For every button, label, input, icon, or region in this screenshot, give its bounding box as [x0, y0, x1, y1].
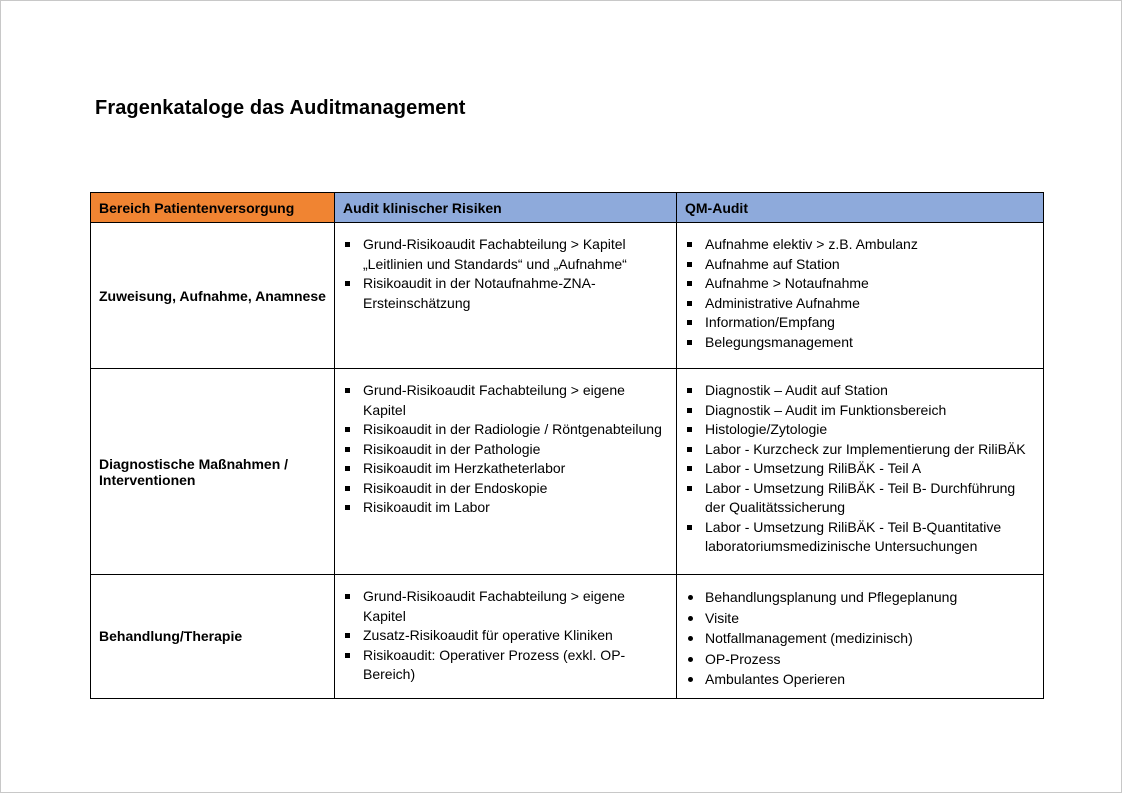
row-label: Behandlung/Therapie [91, 575, 335, 699]
list-item: Risikoaudit in der Pathologie [363, 440, 670, 460]
list-item: Notfallmanagement (medizinisch) [705, 628, 1037, 649]
risk-list [335, 223, 676, 321]
list-item: Risikoaudit im Herzkatheterlabor [363, 459, 670, 479]
list-item: Behandlungsplanung und Pflegeplanung [705, 587, 1037, 608]
qm-cell [677, 575, 1044, 699]
list-item: Labor - Umsetzung RiliBÄK - Teil B-Quantitative laboratoriumsmedizinische Untersuchungen [705, 518, 1037, 557]
list-item: Risikoaudit in der Endoskopie [363, 479, 670, 499]
qm-list [677, 575, 1043, 698]
list-item: Risikoaudit im Labor [363, 498, 670, 518]
list-item: Diagnostik – Audit im Funktionsbereich [705, 401, 1037, 421]
list-item: Information/Empfang [705, 313, 1037, 333]
audit-table [90, 192, 1044, 699]
risk-cell [335, 223, 677, 369]
list-item: Ambulantes Operieren [705, 669, 1037, 690]
list-item: Grund-Risikoaudit Fachabteilung > eigene Kapitel [363, 381, 670, 420]
list-item: Visite [705, 608, 1037, 629]
list-item: Risikoaudit in der Notaufnahme-ZNA-Ersteinschätzung [363, 274, 670, 313]
table-row [91, 575, 1044, 699]
risk-list [335, 575, 676, 693]
row-label: Diagnostische Maßnahmen / Interventionen [91, 369, 335, 575]
row-label: Zuweisung, Aufnahme, Anamnese [91, 223, 335, 369]
qm-cell [677, 369, 1044, 575]
list-item: Zusatz-Risikoaudit für operative Kliniken [363, 626, 670, 646]
risk-cell [335, 575, 677, 699]
list-item: Administrative Aufnahme [705, 294, 1037, 314]
list-item: Aufnahme elektiv > z.B. Ambulanz [705, 235, 1037, 255]
list-item: Labor - Umsetzung RiliBÄK - Teil A [705, 459, 1037, 479]
list-item: Histologie/Zytologie [705, 420, 1037, 440]
qm-list [677, 223, 1043, 360]
list-item: Grund-Risikoaudit Fachabteilung > eigene Kapitel [363, 587, 670, 626]
risk-cell [335, 369, 677, 575]
document-title: Fragenkataloge das Auditmanagement [95, 97, 466, 119]
list-item: OP-Prozess [705, 649, 1037, 670]
list-item: Risikoaudit in der Radiologie / Röntgenabteilung [363, 420, 670, 440]
table-row [91, 223, 1044, 369]
list-item: Belegungsmanagement [705, 333, 1037, 353]
table-header-row [91, 193, 1044, 223]
list-item: Labor - Umsetzung RiliBÄK - Teil B- Durchführung der Qualitätssicherung [705, 479, 1037, 518]
list-item: Aufnahme auf Station [705, 255, 1037, 275]
table-row [91, 369, 1044, 575]
list-item: Labor - Kurzcheck zur Implementierung der RiliBÄK [705, 440, 1037, 460]
list-item: Diagnostik – Audit auf Station [705, 381, 1037, 401]
list-item: Grund-Risikoaudit Fachabteilung > Kapitel „Leitlinien und Standards“ und „Aufnahme“ [363, 235, 670, 274]
list-item: Risikoaudit: Operativer Prozess (exkl. OP-Bereich) [363, 646, 670, 685]
risk-list [335, 369, 676, 526]
list-item: Aufnahme > Notaufnahme [705, 274, 1037, 294]
header-audit-klinischer-risiken: Audit klinischer Risiken [335, 193, 677, 223]
qm-cell [677, 223, 1044, 369]
qm-list [677, 369, 1043, 565]
header-bereich: Bereich Patientenversorgung [91, 193, 335, 223]
header-qm-audit: QM-Audit [677, 193, 1044, 223]
